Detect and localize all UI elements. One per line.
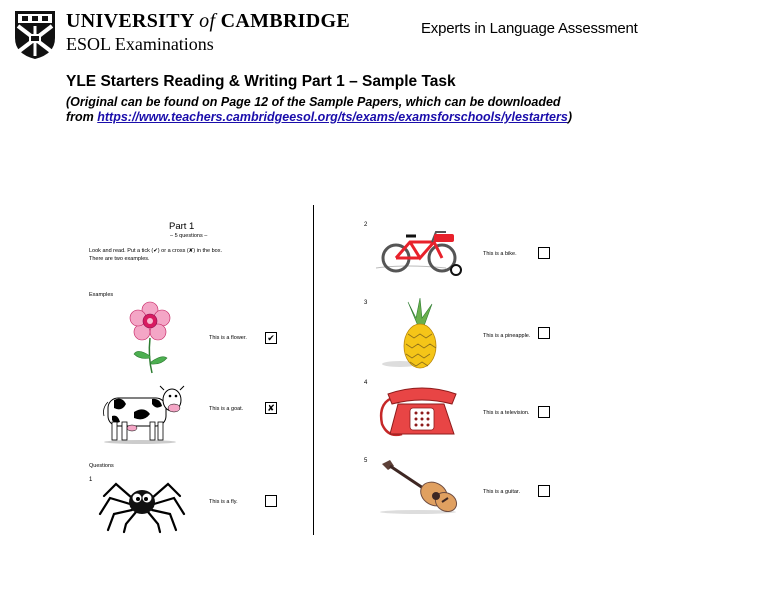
examples-label: Examples <box>89 292 114 298</box>
question-4-caption: This is a television. <box>483 410 530 416</box>
question-2-caption: This is a bike. <box>483 251 517 257</box>
download-link[interactable]: https://www.teachers.cambridgeesol.org/ts/exams/examsforschools/ylestarters <box>97 110 568 124</box>
question-3-caption: This is a pineapple. <box>483 333 531 339</box>
question-3-number: 3 <box>364 300 368 306</box>
question-5-answer-box[interactable] <box>538 485 550 497</box>
question-1-answer-box[interactable] <box>265 495 277 507</box>
question-2-number: 2 <box>364 222 368 228</box>
university-name: UNIVERSITY of CAMBRIDGE <box>66 10 351 32</box>
flower-picture <box>128 302 172 374</box>
bike-picture <box>376 230 466 276</box>
question-4-answer-box[interactable] <box>538 406 550 418</box>
esol-examinations: ESOL Examinations <box>66 34 214 54</box>
example-1-answer-box: ✔ <box>265 332 277 344</box>
questions-label: Questions <box>89 463 114 469</box>
question-3-answer-box[interactable] <box>538 327 550 339</box>
instructions-line-2: There are two examples. <box>89 256 150 262</box>
column-divider <box>313 205 314 535</box>
question-5-caption: This is a guitar. <box>483 489 520 495</box>
question-2-answer-box[interactable] <box>538 247 550 259</box>
instructions-line-1: Look and read. Put a tick (✔) or a cross (✘) in the box. <box>89 248 223 254</box>
pineapple-picture <box>380 298 438 370</box>
subtitle-line-1: (Original can be found on Page 12 of the Sample Papers, which can be downloaded <box>66 95 561 109</box>
part-title: Part 1 <box>169 221 195 232</box>
tagline: Experts in Language Assessment <box>421 20 638 37</box>
cow-picture <box>100 386 186 444</box>
question-1-number: 1 <box>89 477 93 483</box>
telephone-picture <box>378 384 464 440</box>
spider-picture <box>98 474 186 532</box>
university-crest-icon <box>14 10 56 60</box>
example-2-answer-box: ✘ <box>265 402 277 414</box>
document-title: YLE Starters Reading & Writing Part 1 – Sample Task <box>66 73 456 90</box>
guitar-picture <box>378 458 460 514</box>
question-1-caption: This is a fly. <box>209 499 238 505</box>
example-2-caption: This is a goat. <box>209 406 244 412</box>
subtitle-line-2: from https://www.teachers.cambridgeesol.org/ts/exams/examsforschools/ylestarters) <box>66 110 572 124</box>
question-5-number: 5 <box>364 458 368 464</box>
example-1-caption: This is a flower. <box>209 335 247 341</box>
question-4-number: 4 <box>364 380 368 386</box>
page-number: 12 <box>254 95 269 109</box>
question-count: – 5 questions – <box>170 233 208 239</box>
